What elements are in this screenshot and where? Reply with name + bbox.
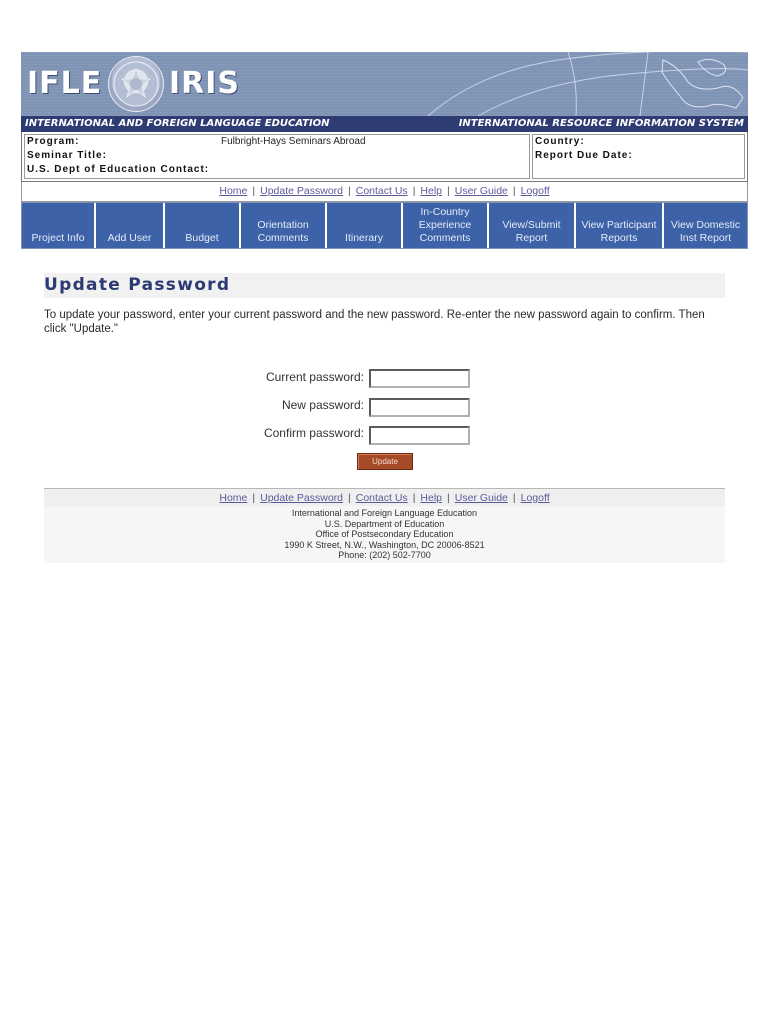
sub-banner xyxy=(21,116,748,132)
main-content xyxy=(44,273,725,336)
footer-logoff-link[interactable]: Logoff xyxy=(520,492,550,504)
home-link[interactable]: Home xyxy=(219,185,248,197)
update-password-link[interactable]: Update Password xyxy=(260,185,344,197)
contact-us-link[interactable]: Contact Us xyxy=(355,185,408,197)
ifle-logo-text: IFLE xyxy=(27,66,103,101)
footer-office: Office of Postsecondary Education xyxy=(315,529,454,540)
user-guide-link[interactable]: User Guide xyxy=(454,185,508,197)
tab-itinerary[interactable]: Itinerary xyxy=(327,203,403,248)
top-link-bar: Home | Update Password | Contact Us | Help | User Guide | Logoff xyxy=(21,182,748,202)
program-value: Fulbright-Hays Seminars Abroad xyxy=(221,136,366,147)
seminar-info-box xyxy=(21,132,748,182)
footer-user-guide-link[interactable]: User Guide xyxy=(454,492,508,504)
iris-full-name: INTERNATIONAL RESOURCE INFORMATION SYSTEM xyxy=(458,118,744,129)
current-password-input[interactable] xyxy=(369,369,470,388)
ifle-full-name: INTERNATIONAL AND FOREIGN LANGUAGE EDUCATION xyxy=(25,118,330,129)
footer-department: U.S. Department of Education xyxy=(324,518,445,529)
footer xyxy=(44,488,725,563)
confirm-password-row xyxy=(44,424,364,446)
country-label: Country: xyxy=(535,136,585,147)
seminar-info-left xyxy=(24,134,530,179)
new-password-label: New password: xyxy=(281,398,364,412)
footer-phone: Phone: (202) 502-7700 xyxy=(338,550,431,561)
contact-label: U.S. Dept of Education Contact: xyxy=(27,164,210,175)
tab-orientation-comments[interactable]: Orientation Comments xyxy=(241,203,327,248)
confirm-password-label: Confirm password: xyxy=(263,426,364,440)
program-label: Program: xyxy=(27,136,80,147)
footer-contact-us-link[interactable]: Contact Us xyxy=(355,492,408,504)
seminar-title-label: Seminar Title: xyxy=(27,150,107,161)
current-password-label: Current password: xyxy=(265,370,364,384)
new-password-input[interactable] xyxy=(369,398,470,417)
tab-add-user[interactable]: Add User xyxy=(96,203,165,248)
tab-view-submit-report[interactable]: View/Submit Report xyxy=(489,203,576,248)
tab-budget[interactable]: Budget xyxy=(165,203,241,248)
footer-update-password-link[interactable]: Update Password xyxy=(260,492,344,504)
help-link[interactable]: Help xyxy=(420,185,443,197)
app-container xyxy=(21,52,748,249)
update-button[interactable]: Update xyxy=(357,453,413,470)
page-title: Update Password xyxy=(44,273,725,298)
world-map-graphic xyxy=(418,52,748,116)
seminar-info-right xyxy=(532,134,745,179)
new-password-row xyxy=(44,396,364,418)
tab-project-info[interactable]: Project Info xyxy=(22,203,96,248)
iris-logo-text: IRIS xyxy=(169,66,241,101)
logoff-link[interactable]: Logoff xyxy=(520,185,550,197)
header-banner xyxy=(21,52,748,116)
footer-link-bar: Home | Update Password | Contact Us | Help | User Guide | Logoff xyxy=(44,488,725,506)
tab-in-country-experience-comments[interactable]: In-Country Experience Comments xyxy=(403,203,489,248)
department-seal-icon xyxy=(108,56,164,112)
confirm-password-input[interactable] xyxy=(369,426,470,445)
footer-street-address: 1990 K Street, N.W., Washington, DC 20006-8521 xyxy=(284,539,485,550)
tab-view-domestic-inst-report[interactable]: View Domestic Inst Report xyxy=(664,203,747,248)
instructions-text: To update your password, enter your current password and the new password. Re-enter the new password again to confirm. Then click "Update." xyxy=(44,309,705,335)
footer-address xyxy=(44,506,725,563)
footer-help-link[interactable]: Help xyxy=(420,492,443,504)
current-password-row xyxy=(44,368,364,390)
footer-org-name: International and Foreign Language Education xyxy=(291,508,478,518)
tab-view-participant-reports[interactable]: View Participant Reports xyxy=(576,203,664,248)
footer-home-link[interactable]: Home xyxy=(219,492,248,504)
report-due-date-label: Report Due Date: xyxy=(535,150,633,161)
main-nav xyxy=(21,202,748,249)
